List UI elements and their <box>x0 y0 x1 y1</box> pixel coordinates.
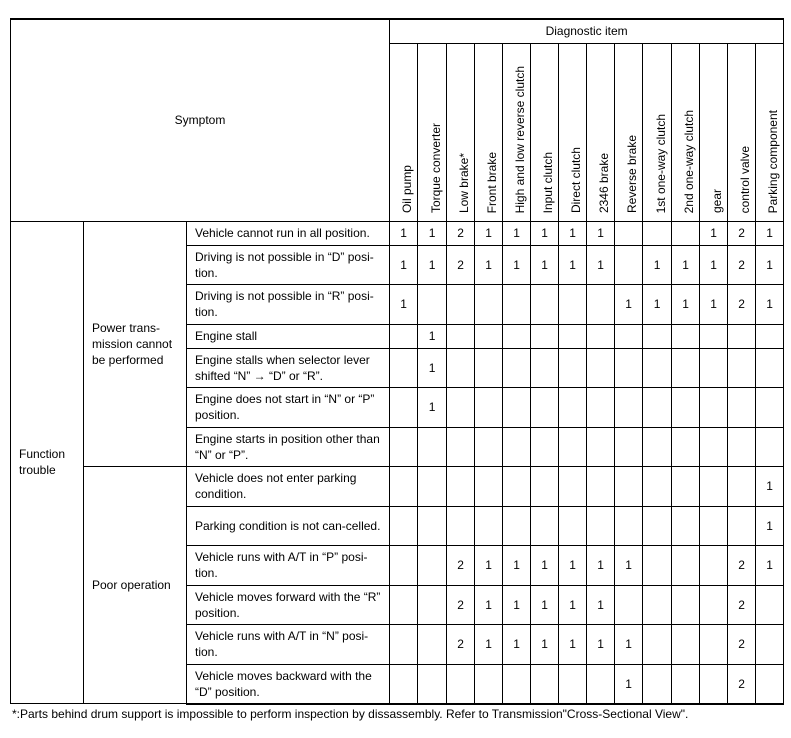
footnote: *:Parts behind drum support is impossible to perform inspection by dissassembly. Refer to Transmission"Cross-Sectional View". <box>12 707 689 721</box>
value-cell: 2 <box>728 221 756 245</box>
value-cell: 1 <box>475 585 503 625</box>
symptom-cell: Vehicle moves forward with the “R” position. <box>187 585 390 625</box>
value-cell <box>531 388 559 428</box>
item-header-low-brake: Low brake* <box>447 43 475 221</box>
value-cell <box>418 625 447 665</box>
value-cell <box>418 506 447 546</box>
value-cell <box>418 546 447 586</box>
value-cell <box>728 324 756 348</box>
value-cell <box>418 427 447 467</box>
value-cell: 1 <box>531 625 559 665</box>
value-cell: 2 <box>447 221 475 245</box>
category-function-trouble: Function trouble <box>11 221 84 704</box>
value-cell <box>503 506 531 546</box>
value-cell <box>643 348 672 388</box>
value-cell <box>390 585 418 625</box>
value-cell <box>672 664 700 704</box>
value-cell: 1 <box>756 285 784 325</box>
symptom-cell: Vehicle moves backward with the “D” position. <box>187 664 390 704</box>
value-cell <box>531 348 559 388</box>
value-cell <box>643 388 672 428</box>
value-cell <box>390 348 418 388</box>
value-cell: 1 <box>615 625 643 665</box>
value-cell: 1 <box>559 245 587 285</box>
value-cell: 1 <box>418 324 447 348</box>
diagnostic-item-header: Diagnostic item <box>390 19 784 43</box>
value-cell: 2 <box>728 546 756 586</box>
value-cell <box>615 348 643 388</box>
item-header-2346-brake: 2346 brake <box>587 43 615 221</box>
value-cell: 1 <box>587 625 615 665</box>
value-cell <box>475 285 503 325</box>
value-cell <box>390 324 418 348</box>
value-cell <box>643 427 672 467</box>
value-cell <box>615 427 643 467</box>
value-cell <box>559 348 587 388</box>
value-cell <box>700 664 728 704</box>
subcategory-power-transmission: Power trans-mission cannot be performed <box>84 221 187 467</box>
value-cell <box>447 388 475 428</box>
value-cell <box>587 388 615 428</box>
value-cell <box>390 664 418 704</box>
value-cell <box>531 506 559 546</box>
item-header-oil-pump: Oil pump <box>390 43 418 221</box>
value-cell: 1 <box>756 245 784 285</box>
value-cell <box>587 427 615 467</box>
value-cell: 1 <box>503 221 531 245</box>
value-cell: 1 <box>559 625 587 665</box>
value-cell <box>700 506 728 546</box>
value-cell <box>475 467 503 507</box>
value-cell <box>503 285 531 325</box>
value-cell <box>700 388 728 428</box>
symptom-cell: Engine stalls when selector lever shifted “N” → “D” or “R”. <box>187 348 390 388</box>
value-cell: 1 <box>503 245 531 285</box>
value-cell <box>672 506 700 546</box>
value-cell <box>672 546 700 586</box>
value-cell: 1 <box>700 245 728 285</box>
value-cell <box>531 467 559 507</box>
value-cell <box>756 324 784 348</box>
value-cell <box>503 467 531 507</box>
value-cell <box>447 348 475 388</box>
value-cell: 1 <box>756 546 784 586</box>
item-header-parking-component: Parking component <box>756 43 784 221</box>
value-cell <box>756 664 784 704</box>
value-cell <box>503 388 531 428</box>
value-cell: 2 <box>447 245 475 285</box>
item-header-gear: gear <box>700 43 728 221</box>
symptom-cell: Engine does not start in “N” or “P” position. <box>187 388 390 428</box>
value-cell: 1 <box>756 467 784 507</box>
value-cell <box>531 324 559 348</box>
value-cell <box>700 348 728 388</box>
value-cell: 1 <box>531 546 559 586</box>
value-cell <box>475 506 503 546</box>
value-cell <box>418 664 447 704</box>
value-cell <box>728 348 756 388</box>
value-cell <box>390 625 418 665</box>
item-header-front-brake: Front brake <box>475 43 503 221</box>
value-cell <box>475 348 503 388</box>
value-cell <box>643 324 672 348</box>
value-cell <box>700 324 728 348</box>
value-cell <box>531 664 559 704</box>
value-cell: 2 <box>447 625 475 665</box>
value-cell <box>559 427 587 467</box>
value-cell <box>672 625 700 665</box>
value-cell <box>728 388 756 428</box>
value-cell <box>587 285 615 325</box>
value-cell: 1 <box>390 285 418 325</box>
value-cell: 2 <box>728 625 756 665</box>
symptom-cell: Vehicle cannot run in all position. <box>187 221 390 245</box>
value-cell: 1 <box>390 221 418 245</box>
value-cell <box>728 427 756 467</box>
table-row <box>11 467 784 507</box>
value-cell <box>700 467 728 507</box>
value-cell: 1 <box>390 245 418 285</box>
value-cell <box>756 348 784 388</box>
value-cell <box>672 348 700 388</box>
diagnostic-table <box>10 18 784 705</box>
symptom-header: Symptom <box>11 19 390 221</box>
value-cell <box>447 506 475 546</box>
value-cell <box>672 221 700 245</box>
value-cell <box>418 285 447 325</box>
value-cell: 2 <box>447 585 475 625</box>
value-cell: 2 <box>728 245 756 285</box>
item-header-input-clutch: Input clutch <box>531 43 559 221</box>
value-cell <box>587 324 615 348</box>
value-cell: 1 <box>587 546 615 586</box>
value-cell <box>531 285 559 325</box>
value-cell <box>756 388 784 428</box>
value-cell: 2 <box>728 285 756 325</box>
value-cell <box>615 585 643 625</box>
value-cell <box>672 427 700 467</box>
value-cell <box>475 664 503 704</box>
subcategory-poor-operation: Poor operation <box>84 467 187 704</box>
value-cell <box>756 625 784 665</box>
value-cell: 1 <box>559 585 587 625</box>
value-cell <box>418 585 447 625</box>
symptom-cell: Engine starts in position other than “N” or “P”. <box>187 427 390 467</box>
item-header-reverse-brake: Reverse brake <box>615 43 643 221</box>
value-cell: 1 <box>418 388 447 428</box>
value-cell: 1 <box>418 348 447 388</box>
value-cell <box>615 506 643 546</box>
value-cell: 1 <box>503 625 531 665</box>
symptom-cell: Vehicle runs with A/T in “P” posi-tion. <box>187 546 390 586</box>
value-cell <box>700 585 728 625</box>
value-cell <box>643 546 672 586</box>
value-cell <box>672 324 700 348</box>
symptom-cell: Driving is not possible in “R” posi-tion. <box>187 285 390 325</box>
value-cell: 1 <box>672 285 700 325</box>
value-cell: 1 <box>503 546 531 586</box>
value-cell <box>728 467 756 507</box>
value-cell <box>503 664 531 704</box>
value-cell <box>672 585 700 625</box>
value-cell <box>643 585 672 625</box>
value-cell: 1 <box>615 285 643 325</box>
value-cell <box>615 324 643 348</box>
value-cell <box>643 467 672 507</box>
item-header-control-valve: control valve <box>728 43 756 221</box>
value-cell: 1 <box>615 664 643 704</box>
value-cell <box>615 245 643 285</box>
value-cell <box>447 285 475 325</box>
value-cell: 1 <box>503 585 531 625</box>
value-cell: 1 <box>587 585 615 625</box>
value-cell <box>756 585 784 625</box>
value-cell <box>587 664 615 704</box>
value-cell: 1 <box>700 221 728 245</box>
value-cell <box>643 664 672 704</box>
value-cell: 1 <box>475 245 503 285</box>
value-cell <box>587 467 615 507</box>
value-cell <box>587 348 615 388</box>
value-cell <box>503 427 531 467</box>
value-cell: 1 <box>531 585 559 625</box>
value-cell <box>531 427 559 467</box>
value-cell: 1 <box>559 546 587 586</box>
item-header-1st-one-way-clutch: 1st one-way clutch <box>643 43 672 221</box>
value-cell: 1 <box>418 245 447 285</box>
value-cell <box>390 427 418 467</box>
value-cell <box>700 625 728 665</box>
value-cell <box>559 285 587 325</box>
value-cell <box>643 625 672 665</box>
value-cell: 1 <box>643 245 672 285</box>
value-cell: 2 <box>728 585 756 625</box>
value-cell <box>503 324 531 348</box>
item-header-2nd-one-way-clutch: 2nd one-way clutch <box>672 43 700 221</box>
value-cell: 1 <box>559 221 587 245</box>
symptom-cell: Vehicle does not enter parking condition. <box>187 467 390 507</box>
value-cell: 1 <box>700 285 728 325</box>
value-cell <box>475 388 503 428</box>
value-cell <box>390 506 418 546</box>
item-header-direct-clutch: Direct clutch <box>559 43 587 221</box>
value-cell: 1 <box>756 221 784 245</box>
value-cell <box>559 467 587 507</box>
value-cell <box>559 506 587 546</box>
value-cell <box>390 388 418 428</box>
value-cell <box>390 467 418 507</box>
value-cell <box>756 427 784 467</box>
symptom-cell: Vehicle runs with A/T in “N” posi-tion. <box>187 625 390 665</box>
item-header-high-low-reverse-clutch: High and low reverse clutch <box>503 43 531 221</box>
item-header-torque-converter: Torque converter <box>418 43 447 221</box>
value-cell: 1 <box>643 285 672 325</box>
value-cell: 1 <box>615 546 643 586</box>
value-cell <box>447 324 475 348</box>
value-cell <box>643 506 672 546</box>
value-cell: 1 <box>418 221 447 245</box>
value-cell <box>559 664 587 704</box>
value-cell <box>587 506 615 546</box>
value-cell: 1 <box>531 221 559 245</box>
value-cell <box>615 388 643 428</box>
table-row <box>11 221 784 245</box>
value-cell <box>475 324 503 348</box>
value-cell: 1 <box>475 546 503 586</box>
value-cell: 1 <box>475 625 503 665</box>
symptom-cell: Parking condition is not can-celled. <box>187 506 390 546</box>
value-cell <box>559 324 587 348</box>
value-cell <box>503 348 531 388</box>
value-cell: 1 <box>531 245 559 285</box>
value-cell: 1 <box>587 245 615 285</box>
value-cell: 2 <box>447 546 475 586</box>
symptom-cell: Driving is not possible in “D” posi-tion. <box>187 245 390 285</box>
value-cell <box>615 467 643 507</box>
value-cell <box>390 546 418 586</box>
value-cell <box>672 388 700 428</box>
value-cell <box>728 506 756 546</box>
value-cell <box>447 427 475 467</box>
symptom-cell: Engine stall <box>187 324 390 348</box>
value-cell <box>643 221 672 245</box>
value-cell: 1 <box>756 506 784 546</box>
value-cell <box>700 546 728 586</box>
value-cell <box>672 467 700 507</box>
value-cell <box>475 427 503 467</box>
value-cell <box>615 221 643 245</box>
value-cell: 1 <box>672 245 700 285</box>
value-cell <box>700 427 728 467</box>
value-cell <box>559 388 587 428</box>
value-cell: 1 <box>587 221 615 245</box>
value-cell <box>447 664 475 704</box>
value-cell <box>447 467 475 507</box>
value-cell: 1 <box>475 221 503 245</box>
value-cell: 2 <box>728 664 756 704</box>
value-cell <box>418 467 447 507</box>
